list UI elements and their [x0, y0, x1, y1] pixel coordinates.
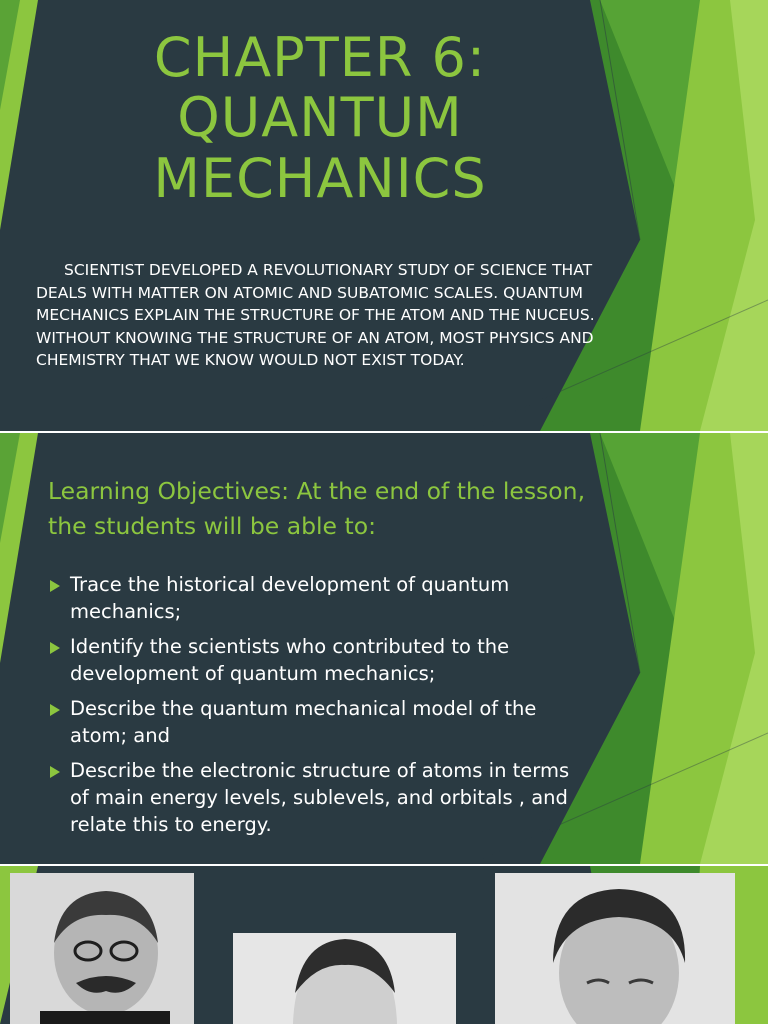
objective-text: Identify the scientists who contributed to the development of quantum mechanics;: [70, 635, 510, 685]
objective-item: [48, 758, 588, 838]
triangle-bullet-icon: [50, 642, 60, 654]
triangle-bullet-icon: [50, 766, 60, 778]
objective-item: [48, 696, 588, 750]
objective-text: Describe the quantum mechanical model of the atom; and: [70, 697, 537, 747]
objective-item: [48, 634, 588, 688]
title-line: QUANTUM: [177, 86, 463, 150]
scientist-portrait-1: [10, 873, 194, 1024]
objective-text: Describe the electronic structure of atoms in terms of main energy levels, sublevels, and orbitals , and relate this to energy.: [70, 759, 570, 836]
objectives-list: [48, 572, 588, 847]
scientist-portrait-2: [233, 933, 456, 1024]
triangle-bullet-icon: [50, 580, 60, 592]
title-slide: [0, 0, 768, 431]
objectives-heading: Learning Objectives: At the end of the lesson, the students will be able to:: [48, 477, 586, 540]
triangle-bullet-icon: [50, 704, 60, 716]
objective-item: [48, 572, 588, 626]
title-line: MECHANICS: [153, 146, 487, 210]
title-line: CHAPTER 6:: [153, 26, 487, 89]
intro-paragraph: SCIENTIST DEVELOPED A REVOLUTIONARY STUDY OF SCIENCE THAT DEALS WITH MATTER ON ATOMIC AND SUBATOMIC SCALES. QUANTUM MECHANICS EXPLAIN THE STRUCTURE OF THE ATOM AND THE NUCEUS. WITHOUT KNOWING THE STRUCTURE OF AN ATOM, MOST PHYSICS AND CHEMISTRY THAT WE KNOW WOULD NOT EXIST TODAY.: [36, 261, 595, 370]
objective-text: Trace the historical development of quantum mechanics;: [70, 573, 510, 623]
scientist-portrait-3: [495, 873, 735, 1024]
chapter-title: [0, 28, 640, 209]
